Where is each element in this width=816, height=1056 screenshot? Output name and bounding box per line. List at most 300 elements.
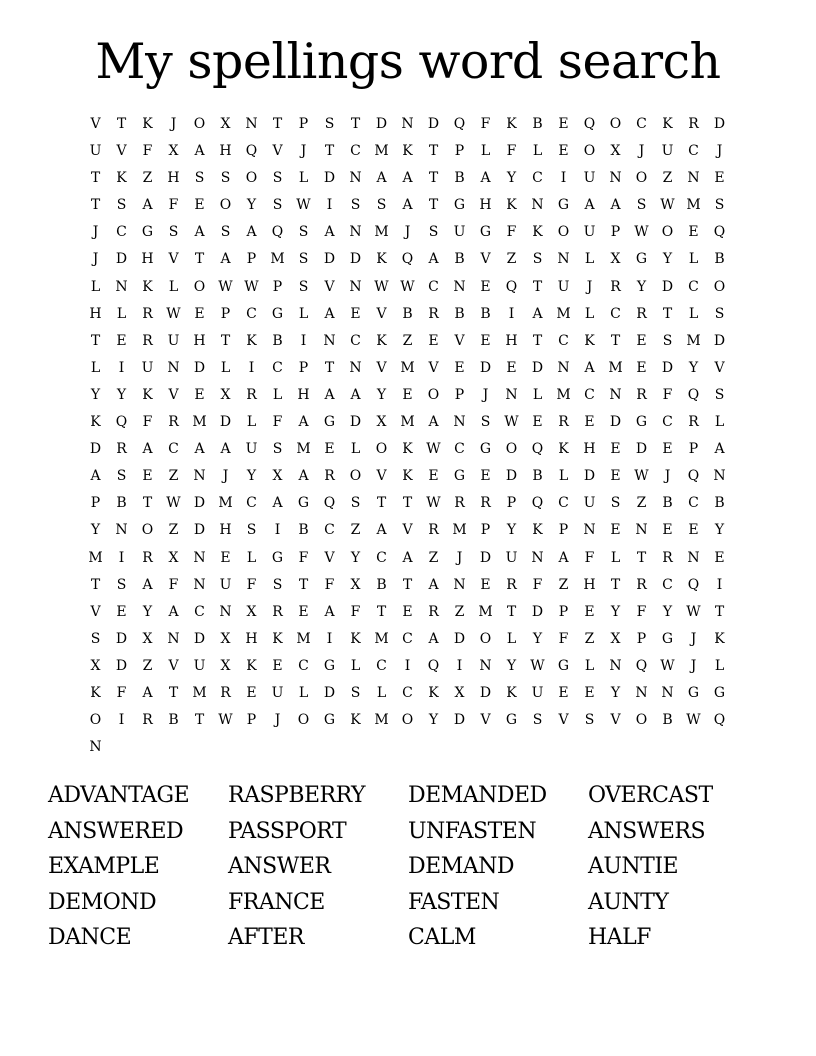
grid-letter[interactable]: M [192, 414, 208, 431]
grid-letter[interactable]: D [531, 359, 545, 376]
grid-letter[interactable]: N [609, 170, 623, 187]
grid-letter[interactable]: A [194, 143, 206, 160]
grid-letter[interactable]: B [168, 712, 180, 729]
grid-letter[interactable]: R [428, 305, 440, 322]
grid-letter[interactable]: N [583, 522, 597, 539]
grid-letter[interactable]: D [713, 116, 727, 132]
grid-letter[interactable]: Q [323, 495, 337, 512]
grid-letter[interactable]: M [296, 630, 312, 647]
grid-letter[interactable]: C [558, 495, 570, 512]
grid-letter[interactable]: E [610, 468, 622, 485]
grid-letter[interactable]: K [116, 170, 128, 187]
grid-letter[interactable]: F [636, 603, 648, 620]
grid-letter[interactable]: V [480, 251, 492, 268]
grid-letter[interactable]: S [714, 386, 726, 403]
grid-letter[interactable]: G [505, 712, 519, 729]
grid-letter[interactable]: X [610, 630, 622, 647]
grid-letter[interactable]: A [220, 441, 232, 458]
grid-letter[interactable]: N [167, 359, 181, 376]
grid-letter[interactable]: Y [506, 170, 518, 187]
grid-letter[interactable]: L [116, 305, 128, 322]
grid-letter[interactable]: D [531, 603, 545, 620]
grid-letter[interactable]: Z [168, 522, 180, 539]
grid-letter[interactable]: K [584, 332, 596, 349]
grid-letter[interactable]: U [583, 224, 597, 241]
grid-letter[interactable]: V [714, 359, 726, 376]
grid-letter[interactable]: W [686, 603, 702, 620]
grid-letter[interactable]: E [558, 684, 570, 701]
grid-letter[interactable]: C [246, 495, 258, 512]
grid-letter[interactable]: K [142, 386, 154, 403]
grid-letter[interactable]: S [272, 441, 284, 458]
grid-letter[interactable]: A [532, 305, 544, 322]
grid-letter[interactable]: Z [636, 495, 648, 512]
grid-letter[interactable]: T [350, 116, 362, 132]
grid-letter[interactable]: O [375, 441, 389, 458]
grid-letter[interactable]: W [634, 468, 650, 485]
grid-letter[interactable]: D [453, 630, 467, 647]
grid-letter[interactable]: F [142, 143, 154, 160]
grid-letter[interactable]: Z [558, 576, 570, 593]
grid-letter[interactable]: B [454, 170, 466, 187]
grid-letter[interactable]: H [219, 143, 233, 160]
grid-letter[interactable]: B [298, 522, 310, 539]
grid-letter[interactable]: Q [713, 712, 727, 729]
grid-letter[interactable]: M [452, 522, 468, 539]
grid-letter[interactable]: E [480, 468, 492, 485]
grid-letter[interactable]: F [506, 143, 518, 160]
grid-letter[interactable]: Q [687, 468, 701, 485]
grid-letter[interactable]: R [272, 603, 284, 620]
grid-letter[interactable]: C [532, 170, 544, 187]
grid-letter[interactable]: U [245, 441, 259, 458]
grid-letter[interactable]: O [245, 170, 259, 187]
grid-letter[interactable]: A [610, 197, 622, 214]
grid-letter[interactable]: Y [90, 522, 102, 539]
grid-letter[interactable]: N [349, 224, 363, 241]
grid-letter[interactable]: W [166, 305, 182, 322]
grid-letter[interactable]: M [192, 684, 208, 701]
grid-letter[interactable]: H [245, 630, 259, 647]
grid-letter[interactable]: V [116, 143, 128, 160]
grid-letter[interactable]: R [480, 495, 492, 512]
grid-letter[interactable]: J [638, 143, 646, 160]
grid-letter[interactable]: T [324, 359, 336, 376]
grid-letter[interactable]: S [324, 116, 336, 132]
grid-letter[interactable]: Z [142, 657, 154, 674]
grid-letter[interactable]: E [194, 197, 206, 214]
grid-letter[interactable]: M [686, 332, 702, 349]
grid-letter[interactable]: A [142, 197, 154, 214]
grid-letter[interactable]: B [714, 251, 726, 268]
grid-letter[interactable]: Y [688, 359, 700, 376]
grid-letter[interactable]: D [323, 170, 337, 187]
grid-letter[interactable]: G [323, 657, 337, 674]
grid-letter[interactable]: C [272, 359, 284, 376]
grid-letter[interactable]: A [246, 224, 258, 241]
grid-letter[interactable]: E [636, 359, 648, 376]
grid-letter[interactable]: W [374, 278, 390, 295]
grid-letter[interactable]: V [610, 712, 622, 729]
grid-letter[interactable]: J [300, 143, 308, 160]
grid-letter[interactable]: R [558, 414, 570, 431]
grid-letter[interactable]: Y [662, 251, 674, 268]
grid-letter[interactable]: E [662, 441, 674, 458]
grid-letter[interactable]: L [584, 657, 596, 674]
grid-letter[interactable]: R [428, 603, 440, 620]
grid-letter[interactable]: H [583, 576, 597, 593]
grid-letter[interactable]: N [453, 414, 467, 431]
grid-letter[interactable]: T [376, 495, 388, 512]
grid-letter[interactable]: A [714, 441, 726, 458]
grid-letter[interactable]: X [376, 414, 388, 431]
grid-letter[interactable]: X [142, 630, 154, 647]
grid-letter[interactable]: H [193, 332, 207, 349]
grid-letter[interactable]: N [687, 170, 701, 187]
grid-letter[interactable]: K [90, 684, 102, 701]
grid-letter[interactable]: U [271, 684, 285, 701]
grid-letter[interactable]: W [634, 224, 650, 241]
grid-letter[interactable]: G [271, 549, 285, 566]
grid-letter[interactable]: N [193, 576, 207, 593]
grid-letter[interactable]: J [170, 116, 178, 132]
grid-letter[interactable]: T [272, 116, 284, 132]
grid-letter[interactable]: M [608, 359, 624, 376]
grid-letter[interactable]: U [141, 359, 155, 376]
grid-letter[interactable]: U [453, 224, 467, 241]
grid-letter[interactable]: L [298, 305, 310, 322]
grid-letter[interactable]: D [427, 116, 441, 132]
grid-letter[interactable]: A [376, 522, 388, 539]
grid-letter[interactable]: A [324, 224, 336, 241]
grid-letter[interactable]: Z [350, 522, 362, 539]
grid-letter[interactable]: K [506, 116, 518, 132]
grid-letter[interactable]: W [166, 495, 182, 512]
grid-letter[interactable]: P [90, 495, 102, 512]
grid-letter[interactable]: E [480, 576, 492, 593]
grid-letter[interactable]: D [349, 251, 363, 268]
grid-letter[interactable]: K [558, 441, 570, 458]
grid-letter[interactable]: J [92, 224, 100, 241]
grid-letter[interactable]: T [532, 332, 544, 349]
grid-letter[interactable]: P [454, 386, 466, 403]
grid-letter[interactable]: N [531, 197, 545, 214]
grid-letter[interactable]: Y [662, 603, 674, 620]
grid-letter[interactable]: I [326, 630, 334, 647]
grid-letter[interactable]: D [193, 522, 207, 539]
grid-letter[interactable]: O [713, 278, 727, 295]
grid-letter[interactable]: X [220, 386, 232, 403]
grid-letter[interactable]: L [506, 630, 518, 647]
grid-letter[interactable]: O [89, 712, 103, 729]
grid-letter[interactable]: L [688, 305, 700, 322]
grid-letter[interactable]: Q [635, 657, 649, 674]
grid-letter[interactable]: T [714, 603, 726, 620]
grid-letter[interactable]: Y [610, 684, 622, 701]
grid-letter[interactable]: I [118, 712, 126, 729]
grid-letter[interactable]: R [428, 522, 440, 539]
grid-letter[interactable]: V [480, 712, 492, 729]
grid-letter[interactable]: P [688, 441, 700, 458]
grid-letter[interactable]: G [479, 441, 493, 458]
grid-letter[interactable]: E [688, 224, 700, 241]
grid-letter[interactable]: G [557, 197, 571, 214]
grid-letter[interactable]: N [401, 116, 415, 132]
grid-letter[interactable]: K [376, 332, 388, 349]
grid-letter[interactable]: P [272, 278, 284, 295]
grid-letter[interactable]: J [586, 278, 594, 295]
grid-letter[interactable]: T [636, 549, 648, 566]
grid-letter[interactable]: V [376, 305, 388, 322]
grid-letter[interactable]: F [298, 549, 310, 566]
grid-letter[interactable]: U [167, 332, 181, 349]
grid-letter[interactable]: C [662, 576, 674, 593]
grid-letter[interactable]: G [323, 712, 337, 729]
grid-letter[interactable]: Y [246, 468, 258, 485]
grid-letter[interactable]: M [296, 441, 312, 458]
grid-letter[interactable]: X [220, 630, 232, 647]
grid-letter[interactable]: K [142, 278, 154, 295]
grid-letter[interactable]: X [350, 576, 362, 593]
grid-letter[interactable]: T [428, 143, 440, 160]
grid-letter[interactable]: F [532, 576, 544, 593]
grid-letter[interactable]: Y [506, 522, 518, 539]
grid-letter[interactable]: E [506, 359, 518, 376]
grid-letter[interactable]: G [297, 495, 311, 512]
grid-letter[interactable]: T [298, 576, 310, 593]
grid-letter[interactable]: I [716, 576, 724, 593]
grid-letter[interactable]: J [404, 224, 412, 241]
grid-letter[interactable]: E [220, 549, 232, 566]
grid-letter[interactable]: E [662, 522, 674, 539]
grid-letter[interactable]: H [89, 305, 103, 322]
grid-letter[interactable]: E [142, 468, 154, 485]
grid-letter[interactable]: L [558, 468, 570, 485]
grid-letter[interactable]: I [508, 305, 516, 322]
grid-letter[interactable]: O [297, 712, 311, 729]
grid-letter[interactable]: D [193, 495, 207, 512]
grid-letter[interactable]: L [610, 549, 622, 566]
grid-letter[interactable]: L [714, 657, 726, 674]
grid-letter[interactable]: P [454, 143, 466, 160]
grid-letter[interactable]: O [427, 386, 441, 403]
grid-letter[interactable]: C [558, 332, 570, 349]
grid-letter[interactable]: U [193, 657, 207, 674]
grid-letter[interactable]: S [350, 495, 362, 512]
grid-letter[interactable]: E [194, 386, 206, 403]
grid-letter[interactable]: C [402, 684, 414, 701]
grid-letter[interactable]: J [716, 143, 724, 160]
grid-letter[interactable]: E [636, 332, 648, 349]
grid-letter[interactable]: A [428, 251, 440, 268]
grid-letter[interactable]: O [479, 630, 493, 647]
grid-letter[interactable]: U [89, 143, 103, 160]
grid-letter[interactable]: A [324, 603, 336, 620]
grid-letter[interactable]: B [662, 712, 674, 729]
grid-letter[interactable]: Z [662, 170, 674, 187]
grid-letter[interactable]: S [428, 224, 440, 241]
grid-letter[interactable]: B [116, 495, 128, 512]
grid-letter[interactable]: F [142, 414, 154, 431]
grid-letter[interactable]: E [298, 603, 310, 620]
grid-letter[interactable]: X [246, 603, 258, 620]
grid-letter[interactable]: Q [115, 414, 129, 431]
grid-letter[interactable]: S [116, 197, 128, 214]
grid-letter[interactable]: P [246, 712, 258, 729]
grid-letter[interactable]: P [506, 495, 518, 512]
grid-letter[interactable]: L [376, 684, 388, 701]
grid-letter[interactable]: T [428, 170, 440, 187]
grid-letter[interactable]: W [218, 712, 234, 729]
grid-letter[interactable]: O [583, 143, 597, 160]
grid-letter[interactable]: Q [505, 278, 519, 295]
grid-letter[interactable]: K [246, 657, 258, 674]
grid-letter[interactable]: A [194, 224, 206, 241]
grid-letter[interactable]: L [714, 414, 726, 431]
grid-letter[interactable]: V [324, 549, 336, 566]
grid-letter[interactable]: W [218, 278, 234, 295]
grid-letter[interactable]: N [635, 522, 649, 539]
grid-letter[interactable]: S [350, 197, 362, 214]
grid-letter[interactable]: D [453, 712, 467, 729]
grid-letter[interactable]: C [428, 278, 440, 295]
grid-letter[interactable]: T [142, 495, 154, 512]
grid-letter[interactable]: P [610, 224, 622, 241]
grid-letter[interactable]: R [168, 414, 180, 431]
grid-letter[interactable]: F [480, 116, 492, 132]
grid-letter[interactable]: N [661, 684, 675, 701]
grid-letter[interactable]: J [690, 657, 698, 674]
grid-letter[interactable]: E [116, 603, 128, 620]
grid-letter[interactable]: S [272, 197, 284, 214]
grid-letter[interactable]: X [454, 684, 466, 701]
grid-letter[interactable]: G [271, 305, 285, 322]
grid-letter[interactable]: F [584, 549, 596, 566]
grid-letter[interactable]: T [610, 576, 622, 593]
grid-letter[interactable]: L [298, 170, 310, 187]
grid-letter[interactable]: G [453, 197, 467, 214]
grid-letter[interactable]: L [350, 441, 362, 458]
grid-letter[interactable]: S [532, 712, 544, 729]
grid-letter[interactable]: O [349, 468, 363, 485]
grid-letter[interactable]: C [298, 657, 310, 674]
grid-letter[interactable]: B [532, 468, 544, 485]
grid-letter[interactable]: Z [428, 549, 440, 566]
grid-letter[interactable]: K [506, 197, 518, 214]
grid-letter[interactable]: R [662, 549, 674, 566]
grid-letter[interactable]: C [454, 441, 466, 458]
grid-letter[interactable]: M [374, 630, 390, 647]
grid-letter[interactable]: T [402, 576, 414, 593]
grid-letter[interactable]: Q [401, 251, 415, 268]
grid-letter[interactable]: X [220, 657, 232, 674]
grid-letter[interactable]: E [714, 549, 726, 566]
grid-letter[interactable]: K [428, 684, 440, 701]
grid-letter[interactable]: S [636, 197, 648, 214]
grid-letter[interactable]: N [687, 549, 701, 566]
grid-letter[interactable]: E [610, 441, 622, 458]
grid-letter[interactable]: I [456, 657, 464, 674]
grid-letter[interactable]: A [168, 603, 180, 620]
grid-letter[interactable]: J [664, 468, 672, 485]
grid-letter[interactable]: L [532, 143, 544, 160]
grid-letter[interactable]: K [272, 630, 284, 647]
grid-letter[interactable]: L [168, 278, 180, 295]
grid-letter[interactable]: A [480, 170, 492, 187]
grid-letter[interactable]: B [714, 495, 726, 512]
grid-letter[interactable]: B [532, 116, 544, 132]
grid-letter[interactable]: L [480, 143, 492, 160]
grid-letter[interactable]: E [558, 143, 570, 160]
grid-letter[interactable]: K [402, 441, 414, 458]
grid-letter[interactable]: M [686, 197, 702, 214]
grid-letter[interactable]: X [220, 116, 232, 132]
grid-letter[interactable]: S [298, 251, 310, 268]
grid-letter[interactable]: A [90, 468, 102, 485]
grid-letter[interactable]: Y [428, 712, 440, 729]
grid-letter[interactable]: R [636, 305, 648, 322]
grid-letter[interactable]: E [454, 359, 466, 376]
grid-letter[interactable]: L [298, 684, 310, 701]
grid-letter[interactable]: N [245, 116, 259, 132]
grid-letter[interactable]: R [142, 549, 154, 566]
grid-letter[interactable]: B [454, 305, 466, 322]
grid-letter[interactable]: B [376, 576, 388, 593]
grid-letter[interactable]: U [583, 495, 597, 512]
grid-letter[interactable]: A [298, 414, 310, 431]
grid-letter[interactable]: Q [531, 441, 545, 458]
grid-letter[interactable]: N [505, 386, 519, 403]
grid-letter[interactable]: E [688, 522, 700, 539]
grid-letter[interactable]: W [660, 657, 676, 674]
grid-letter[interactable]: S [480, 414, 492, 431]
grid-letter[interactable]: L [246, 549, 258, 566]
grid-letter[interactable]: A [428, 576, 440, 593]
grid-letter[interactable]: E [584, 603, 596, 620]
grid-letter[interactable]: A [376, 170, 388, 187]
grid-letter[interactable]: P [558, 603, 570, 620]
grid-letter[interactable]: I [248, 359, 256, 376]
grid-letter[interactable]: D [609, 414, 623, 431]
grid-letter[interactable]: V [454, 332, 466, 349]
grid-letter[interactable]: P [480, 522, 492, 539]
grid-letter[interactable]: R [636, 576, 648, 593]
grid-letter[interactable]: W [530, 657, 546, 674]
grid-letter[interactable]: B [662, 495, 674, 512]
grid-letter[interactable]: W [244, 278, 260, 295]
grid-letter[interactable]: S [246, 522, 258, 539]
grid-letter[interactable]: B [454, 251, 466, 268]
grid-letter[interactable]: R [220, 684, 232, 701]
grid-letter[interactable]: L [584, 305, 596, 322]
grid-letter[interactable]: A [558, 549, 570, 566]
grid-letter[interactable]: M [270, 251, 286, 268]
grid-letter[interactable]: L [246, 414, 258, 431]
grid-letter[interactable]: M [374, 143, 390, 160]
grid-letter[interactable]: C [688, 278, 700, 295]
grid-letter[interactable]: I [560, 170, 568, 187]
grid-letter[interactable]: D [375, 116, 389, 132]
grid-letter[interactable]: Q [687, 576, 701, 593]
grid-letter[interactable]: K [246, 332, 258, 349]
grid-letter[interactable]: T [116, 116, 128, 132]
grid-letter[interactable]: R [688, 116, 700, 132]
grid-letter[interactable]: S [116, 576, 128, 593]
grid-letter[interactable]: K [142, 116, 154, 132]
grid-letter[interactable]: F [116, 684, 128, 701]
grid-letter[interactable]: O [635, 712, 649, 729]
grid-letter[interactable]: C [324, 522, 336, 539]
